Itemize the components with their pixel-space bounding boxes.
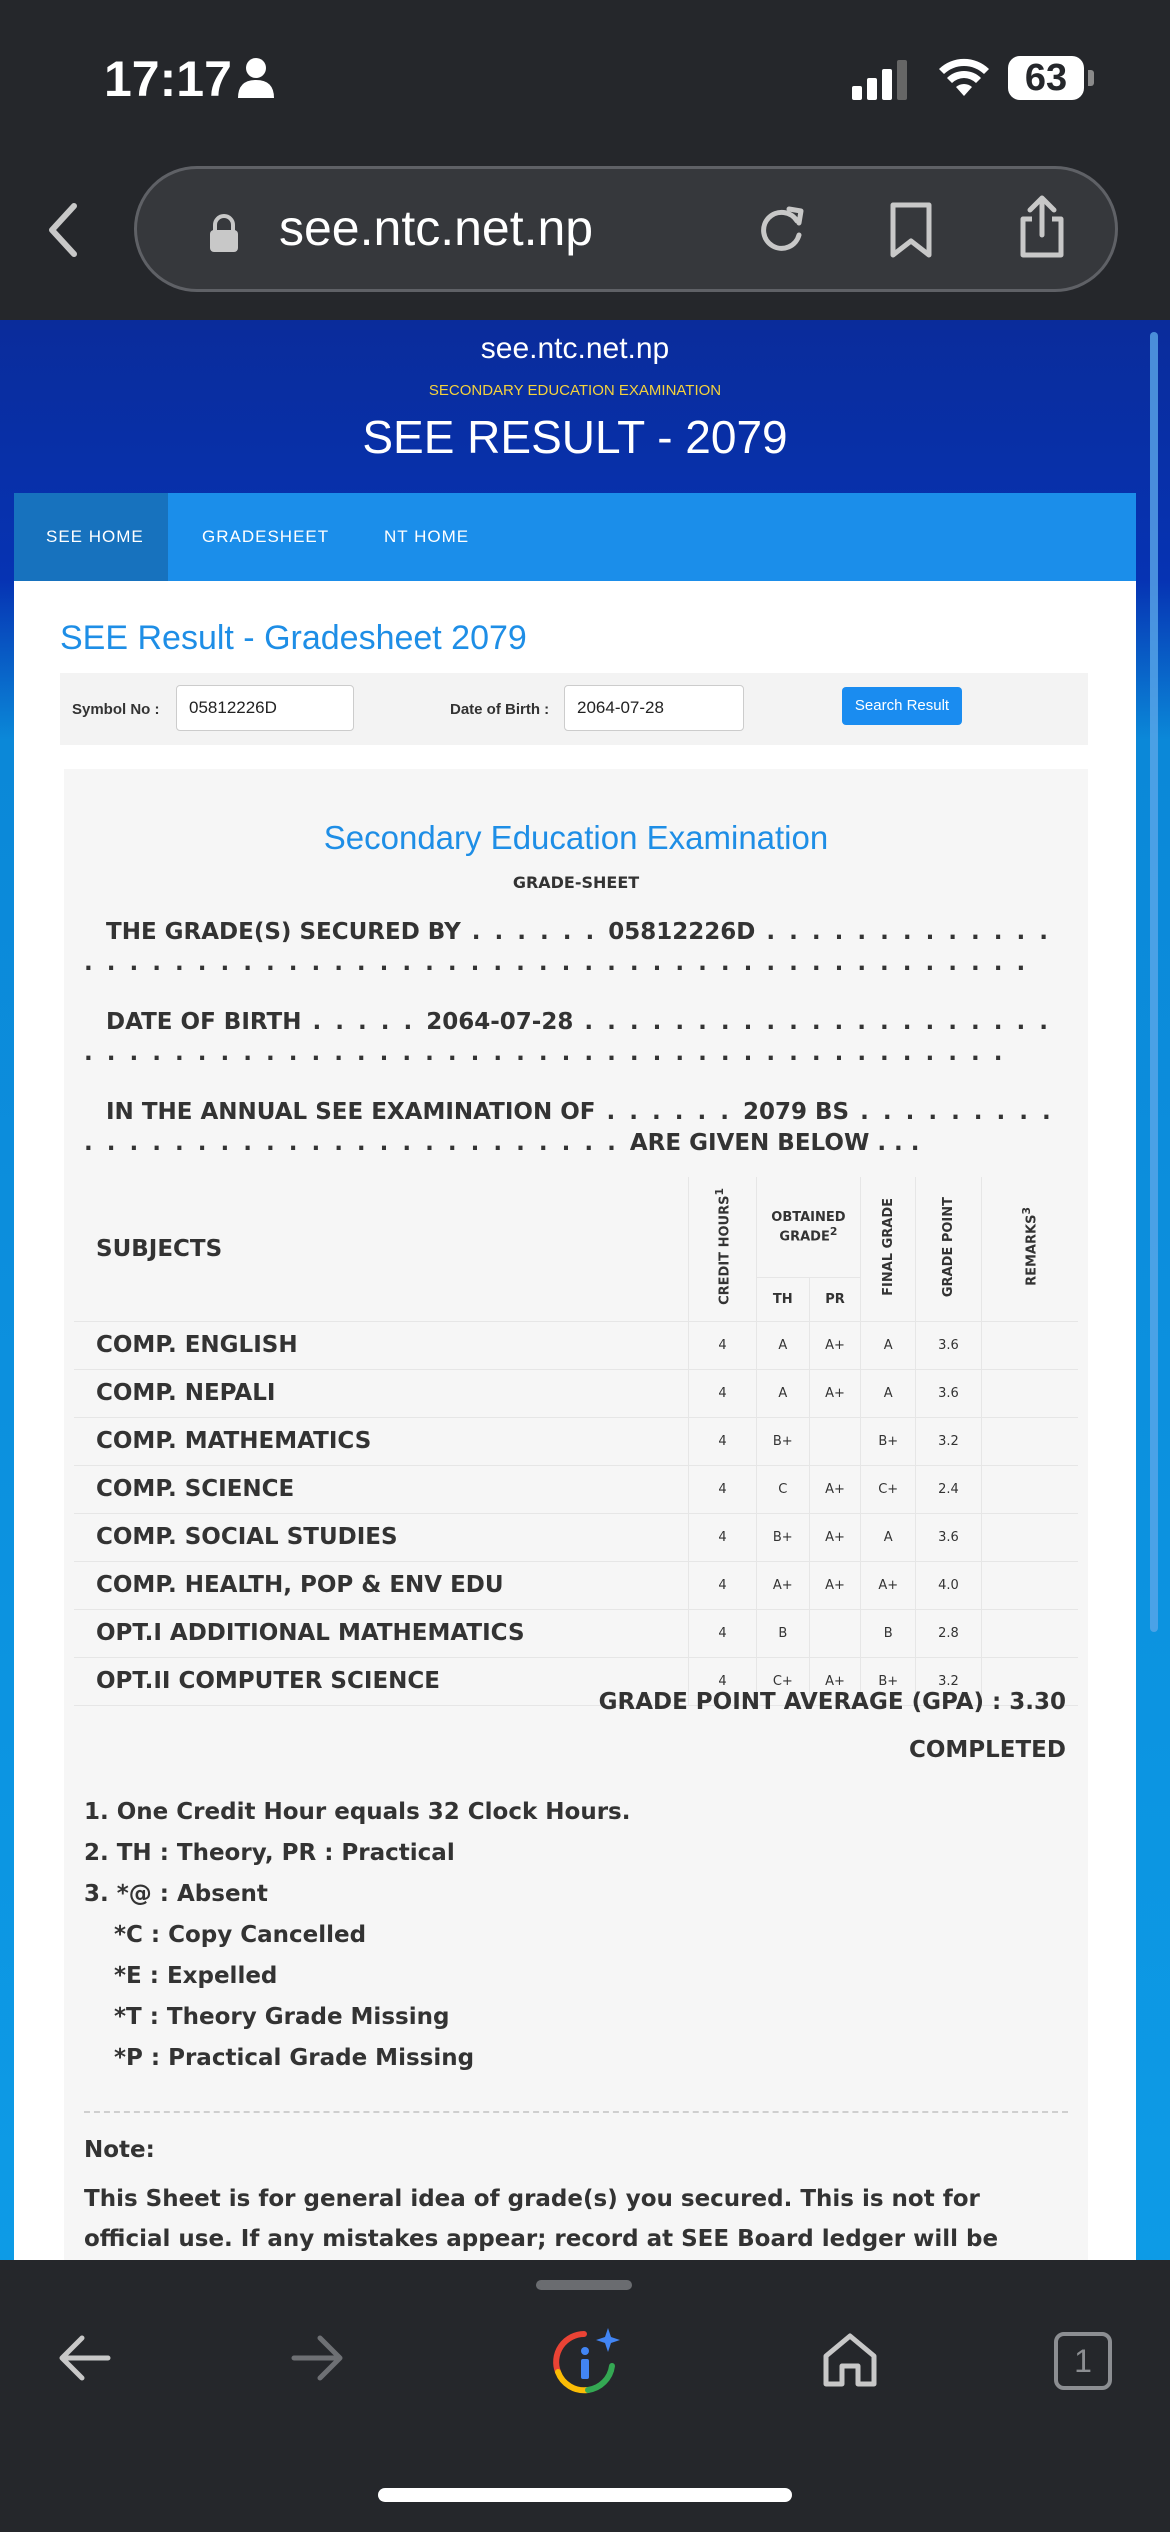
table-row xyxy=(74,1465,1078,1513)
subject-cell: COMP. SCIENCE xyxy=(74,1465,689,1513)
status-time: 17:17 xyxy=(104,51,232,107)
person-icon xyxy=(236,56,276,100)
grade-point-cell: 2.8 xyxy=(916,1609,981,1657)
content-panel xyxy=(14,581,1136,2281)
main-nav xyxy=(14,493,1136,581)
theory-grade-cell: A+ xyxy=(756,1561,809,1609)
legend xyxy=(84,1783,1068,2123)
final-grade-cell: A+ xyxy=(861,1561,916,1609)
credit-hours-cell: 4 xyxy=(689,1561,756,1609)
table-row xyxy=(74,1417,1078,1465)
grade-secured-by-line: THE GRADE(S) SECURED BY . . . . . . 05812226D . . . . . . . . . . . . . . . . . . . . . . . . . . . . . . . . . . . . . . . . . . . . . . . . . . . . . . . xyxy=(84,919,1052,976)
nav-gradesheet[interactable]: GRADESHEET xyxy=(202,527,330,546)
table-row xyxy=(74,1561,1078,1609)
subject-cell: OPT.II COMPUTER SCIENCE xyxy=(74,1657,689,1705)
toolbar-handle[interactable] xyxy=(536,2280,632,2290)
tabs-count-button[interactable] xyxy=(1054,2332,1112,2390)
home-icon[interactable] xyxy=(820,2330,880,2388)
search-result-button[interactable]: Search Result xyxy=(842,687,962,725)
table-row xyxy=(74,1513,1078,1561)
site-title: SEE RESULT - 2079 xyxy=(362,411,788,463)
grade-sheet xyxy=(64,769,1088,2289)
subject-cell: COMP. MATHEMATICS xyxy=(74,1417,689,1465)
line2-prefix: DATE OF BIRTH xyxy=(106,1009,302,1035)
remarks-header: REMARKS$^3$ xyxy=(981,1177,1078,1321)
final-grade-cell: A xyxy=(861,1369,916,1417)
subjects-header: SUBJECTS xyxy=(74,1177,689,1321)
obtained-grade-header: OBTAINED GRADE$^2$ xyxy=(756,1177,860,1277)
google-lens-info-icon[interactable] xyxy=(548,2326,624,2398)
remarks-cell xyxy=(981,1369,1078,1417)
url-text[interactable]: see.ntc.net.np xyxy=(279,200,594,256)
symbol-number-value: 05812226D xyxy=(608,919,756,945)
exam-line: IN THE ANNUAL SEE EXAMINATION OF . . . . . . 2079 BS . . . . . . . . . . . . . . . . . . . . . . . . . . . . . . . . . ARE GIVEN BELOW . . . xyxy=(84,1099,1054,1156)
table-row xyxy=(74,1321,1078,1369)
final-grade-header: FINAL GRADE xyxy=(861,1177,916,1321)
theory-grade-cell: B xyxy=(756,1609,809,1657)
final-grade-cell: C+ xyxy=(861,1465,916,1513)
credit-hours-cell: 4 xyxy=(689,1321,756,1369)
grade-point-cell: 3.6 xyxy=(916,1369,981,1417)
status-bar xyxy=(0,0,1170,256)
practical-grade-cell: A+ xyxy=(809,1465,860,1513)
wifi-icon xyxy=(938,56,990,98)
subject-cell: COMP. ENGLISH xyxy=(74,1321,689,1369)
remarks-cell xyxy=(981,1609,1078,1657)
dob-input[interactable]: 2064-07-28 xyxy=(564,685,744,731)
final-grade-cell: B+ xyxy=(861,1417,916,1465)
table-row xyxy=(74,1369,1078,1417)
site-subtitle: SECONDARY EDUCATION EXAMINATION xyxy=(428,382,722,399)
sheet-subtitle: GRADE-SHEET xyxy=(512,873,640,892)
th-header: TH xyxy=(756,1277,809,1321)
symbol-input[interactable]: 05812226D xyxy=(176,685,354,731)
search-form xyxy=(60,673,1088,745)
table-header-row xyxy=(74,1177,1078,1277)
remarks-cell xyxy=(981,1417,1078,1465)
subject-cell: OPT.I ADDITIONAL MATHEMATICS xyxy=(74,1609,689,1657)
legend-item: *T : Theory Grade Missing xyxy=(114,2004,450,2030)
battery-nub xyxy=(1088,70,1094,86)
bookmark-icon[interactable] xyxy=(889,201,933,259)
theory-grade-cell: A xyxy=(756,1369,809,1417)
theory-grade-cell: A xyxy=(756,1321,809,1369)
practical-grade-cell: A+ xyxy=(809,1369,860,1417)
credit-hours-cell: 4 xyxy=(689,1513,756,1561)
nav-nt-home[interactable]: NT HOME xyxy=(384,527,470,546)
remarks-cell xyxy=(981,1465,1078,1513)
back-arrow-icon[interactable] xyxy=(56,2332,112,2384)
line3-suffix: ARE GIVEN BELOW . . . xyxy=(629,1130,920,1156)
theory-grade-cell: C xyxy=(756,1465,809,1513)
table-row xyxy=(74,1609,1078,1657)
exam-year-value: 2079 BS xyxy=(742,1099,850,1125)
remarks-cell xyxy=(981,1561,1078,1609)
share-icon[interactable] xyxy=(1017,195,1067,259)
practical-grade-cell: A+ xyxy=(809,1561,860,1609)
gpa-value: GRADE POINT AVERAGE (GPA) : 3.30 xyxy=(598,1689,1066,1715)
sheet-title: Secondary Education Examination xyxy=(323,819,829,856)
remarks-cell xyxy=(981,1321,1078,1369)
nav-see-home[interactable]: SEE HOME xyxy=(14,493,168,581)
web-page xyxy=(0,320,1170,2260)
grade-point-header: GRADE POINT xyxy=(916,1177,981,1321)
lock-icon xyxy=(207,213,241,253)
practical-grade-cell xyxy=(809,1609,860,1657)
line1-prefix: THE GRADE(S) SECURED BY xyxy=(106,919,461,945)
legend-item: 3. *@ : Absent xyxy=(84,1881,268,1907)
legend-item: 2. TH : Theory, PR : Practical xyxy=(84,1840,455,1866)
grade-point-cell: 2.4 xyxy=(916,1465,981,1513)
dob-label: Date of Birth : xyxy=(450,701,550,718)
date-of-birth-line: DATE OF BIRTH . . . . . 2064-07-28 . . . . . . . . . . . . . . . . . . . . . . . . . . . . . . . . . . . . . . . . . . . . . . . . . . . . . . . . . . . . . . xyxy=(84,1009,1051,1066)
page-scrollbar[interactable] xyxy=(1150,332,1158,1632)
legend-item: 1. One Credit Hour equals 32 Clock Hours. xyxy=(84,1799,631,1825)
battery-indicator xyxy=(1008,56,1084,100)
result-remark: COMPLETED xyxy=(908,1737,1066,1763)
subject-cell: COMP. HEALTH, POP & ENV EDU xyxy=(74,1561,689,1609)
final-grade-cell: A xyxy=(861,1321,916,1369)
line3-prefix: IN THE ANNUAL SEE EXAMINATION OF xyxy=(106,1099,596,1125)
credit-hours-cell: 4 xyxy=(689,1369,756,1417)
legend-item: *C : Copy Cancelled xyxy=(114,1922,367,1948)
theory-grade-cell: B+ xyxy=(756,1417,809,1465)
forward-arrow-icon[interactable] xyxy=(290,2332,346,2384)
reload-icon[interactable] xyxy=(753,199,809,259)
credit-hours-cell: 4 xyxy=(689,1609,756,1657)
credit-hours-cell: 4 xyxy=(689,1417,756,1465)
home-indicator xyxy=(378,2488,792,2502)
note-divider xyxy=(84,2111,1068,2113)
practical-grade-cell: A+ xyxy=(809,1513,860,1561)
credit-hours-cell: 4 xyxy=(689,1657,756,1705)
dob-value: 2064-07-28 xyxy=(426,1009,574,1035)
credit-hours-header: CREDIT HOURS$^1$ xyxy=(689,1177,756,1321)
legend-item: *E : Expelled xyxy=(114,1963,278,1989)
browser-back-chevron-icon[interactable] xyxy=(44,200,80,260)
address-bar[interactable] xyxy=(134,166,1118,292)
legend-item: *P : Practical Grade Missing xyxy=(114,2045,475,2071)
subject-cell: COMP. NEPALI xyxy=(74,1369,689,1417)
note-text: This Sheet is for general idea of grade(s) you secured. This is not for official use. If any mistakes appear; record at SEE Board ledger will be xyxy=(84,2186,999,2252)
practical-grade-cell: A+ xyxy=(809,1321,860,1369)
final-grade-cell: B xyxy=(861,1609,916,1657)
grade-point-cell: 4.0 xyxy=(916,1561,981,1609)
grade-point-cell: 3.2 xyxy=(916,1657,981,1705)
practical-grade-cell xyxy=(809,1417,860,1465)
note-label: Note: xyxy=(84,2137,155,2163)
battery-level: 63 xyxy=(1024,57,1068,99)
subject-cell: COMP. SOCIAL STUDIES xyxy=(74,1513,689,1561)
grades-table xyxy=(74,1177,1078,1706)
remarks-cell xyxy=(981,1513,1078,1561)
theory-grade-cell: C+ xyxy=(756,1657,809,1705)
practical-grade-cell: A+ xyxy=(809,1657,860,1705)
grade-point-cell: 3.6 xyxy=(916,1513,981,1561)
pr-header: PR xyxy=(809,1277,860,1321)
credit-hours-cell: 4 xyxy=(689,1465,756,1513)
grade-point-cell: 3.6 xyxy=(916,1321,981,1369)
grade-point-cell: 3.2 xyxy=(916,1417,981,1465)
cellular-signal-icon xyxy=(852,60,912,100)
site-host: see.ntc.net.np xyxy=(480,332,670,365)
final-grade-cell: B+ xyxy=(861,1657,916,1705)
tabs-count: 1 xyxy=(1074,2343,1092,2379)
final-grade-cell: A xyxy=(861,1513,916,1561)
symbol-label: Symbol No : xyxy=(72,701,160,718)
page-title: SEE Result - Gradesheet 2079 xyxy=(60,619,527,657)
theory-grade-cell: B+ xyxy=(756,1513,809,1561)
